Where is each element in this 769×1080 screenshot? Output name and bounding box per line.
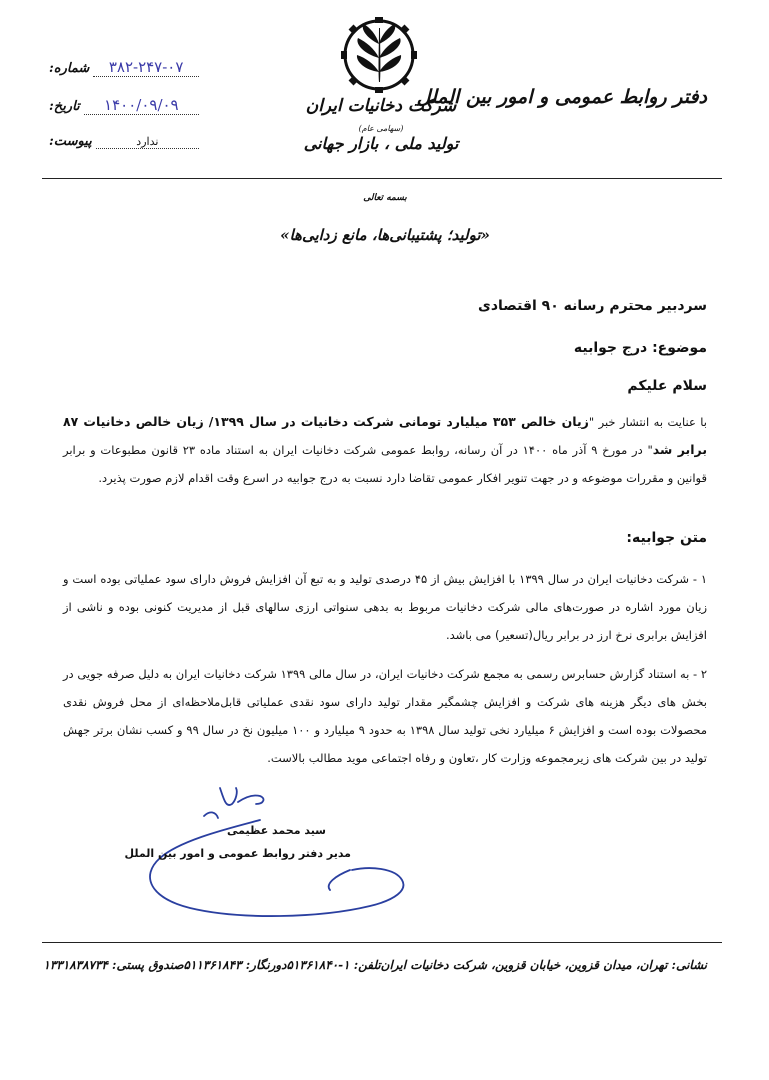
footer-phone: تلفن: ۱-۵۱۳۶۱۸۴۰	[286, 958, 381, 972]
greeting: سلام علیکم	[627, 378, 707, 394]
response-item-2: ۲ - به استناد گزارش حسابرس رسمی به مجمع شرکت دخانیات ایران، در سال مالی ۱۳۹۹ شرکت دخانیات ایران به دلیل صرفه جویی در بخش های دیگر هزینه های شرکت و افزایش چشمگیر مقدار تولید دارای سود نقدی عملیاتی قابل‌ملاحظه‌ای از محل فروش نقدی محصولات بوده است و افزایش ۶ میلیارد نخی تولید سال ۱۳۹۸ به حدود ۹ میلیارد و ۱۰۰ میلیون نخ در سال ۹۹ و کسب نشان برتر جهش تولید در بین شرکت های زیرمجموعه وزارت کار ،تعاون و رفاه اجتماعی موید مطالب بالاست.	[63, 667, 707, 765]
signatory-name: سید محمد عظیمی	[226, 824, 326, 837]
number-value: ۳۸۲-۲۴۷-۰۷	[93, 58, 199, 77]
signatory-title: مدیر دفتر روابط عمومی و امور بین الملل	[124, 847, 351, 860]
letter-number-row	[49, 58, 199, 77]
header-divider	[42, 178, 722, 179]
footer-divider	[42, 942, 722, 943]
attachment-row	[49, 134, 199, 149]
subject: موضوع: درج جوابیه	[573, 340, 707, 356]
attachment-value: ندارد	[96, 135, 199, 149]
date-value: ۱۴۰۰/۰۹/۰۹	[84, 96, 199, 115]
company-slogan: تولید ملی ، بازار جهانی	[303, 134, 459, 153]
footer-po-box: صندوق پستی: ۱۳۳۱۸۳۸۷۳۴	[43, 958, 184, 972]
tobacco-leaf-logo-icon	[338, 14, 420, 96]
intro-text-b: " در مورخ ۹ آذر ماه ۱۴۰۰ در آن رسانه، روابط عمومی شرکت دخانیات ایران به استناد ماده ۲۳ قانون مطبوعات و برابر قوانین و مقررات موضوعه و در جهت تنویر افکار عمومی تقاضا دارد نسبت به درج جوابیه در اسرع وقت اقدام لازم صورت پذیرد.	[63, 443, 707, 485]
handwritten-signature-icon	[120, 780, 410, 940]
intro-text-a: با عنایت به انتشار خبر "	[588, 415, 708, 429]
year-slogan: «تولید؛ پشتیبانی‌ها، مانع زدایی‌ها»	[280, 226, 490, 244]
recipient: سردبیر محترم رسانه ۹۰ اقتصادی	[478, 298, 707, 314]
footer-fax: دورنگار: ۵۱۱۳۶۱۸۴۳	[183, 958, 287, 972]
department-title: دفتر روابط عمومی و امور بین الملل	[416, 86, 707, 108]
response-heading: متن جوابیه:	[626, 530, 707, 546]
footer-contact	[43, 958, 707, 972]
letter-date-row	[49, 96, 199, 115]
company-name-text: شرکت دخانیات ایران	[305, 96, 457, 116]
response-item-1: ۱ - شرکت دخانیات ایران در سال ۱۳۹۹ با افزایش بیش از ۴۵ درصدی تولید و به تبع آن افزایش فروش دارای سود عملیاتی بوده است و زیان مورد اشاره در صورت‌های مالی شرکت دخانیات مربوط به بدهی سنواتی ارزی سالهای قبل از مدیریت کنونی بوده و ناشی از افزایش برابری نرخ ارز در برابر ریال(تسعیر) می باشد.	[63, 572, 707, 642]
attachment-label: پیوست:	[49, 134, 92, 149]
intro-paragraph	[63, 408, 707, 492]
company-name	[296, 96, 466, 136]
date-label: تاریخ:	[49, 99, 80, 114]
company-type: (سهامی عام)	[358, 124, 404, 133]
bismillah: بسمه تعالی	[363, 193, 407, 203]
number-label: شماره:	[49, 61, 90, 76]
footer-address: نشانی: تهران، میدان قزوین، خیابان قزوین، شرکت دخانیات ایران	[380, 958, 707, 972]
news-headline: زیان خالص ۳۵۳ میلیارد تومانی شرکت دخانیات در سال ۱۳۹۹/ زیان خالص دخانیات ۸۷ برابر شد	[63, 414, 708, 457]
